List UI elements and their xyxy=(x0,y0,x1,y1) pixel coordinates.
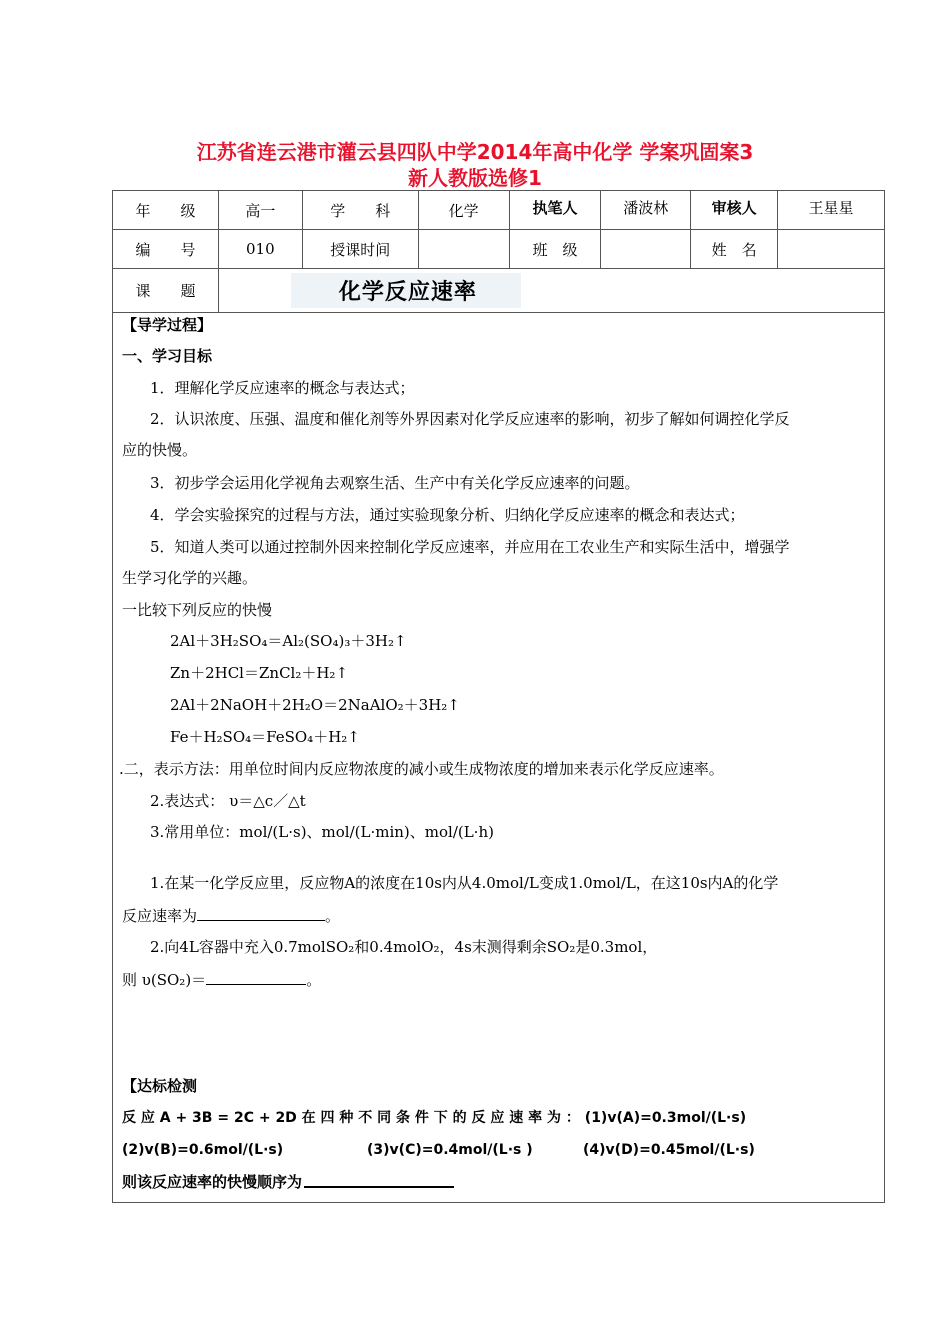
number-value: 010 xyxy=(218,230,302,269)
question-1: 1.在某一化学反应里，反应物A的浓度在10s内从4.0mol/L变成1.0mol/L，在这10s内A的化学 xyxy=(150,874,779,892)
section1-heading: 一、学习目标 xyxy=(122,347,213,365)
method-line: .二，表示方法：用单位时间内反应物浓度的减小或生成物浓度的增加来表示化学反应速率。 xyxy=(119,760,724,778)
number-label: 编 号 xyxy=(113,230,219,269)
author-value: 潘波林 xyxy=(601,191,691,230)
guide-heading: 【导学过程】 xyxy=(122,316,213,334)
question-1-prompt: 反应速率为 xyxy=(122,907,198,925)
document-title-line1: 江苏省连云港市灌云县四队中学2014年高中化学 学案巩固案3 xyxy=(196,140,754,164)
equation-4: Fe＋H₂SO₄＝FeSO₄＋H₂↑ xyxy=(170,728,360,746)
grade-label: 年 级 xyxy=(113,191,219,230)
reviewer-value: 王星星 xyxy=(778,191,885,230)
goal-5: 5．知道人类可以通过控制外因来控制化学反应速率，并应用在工农业生产和实际生活中，增强学 xyxy=(150,538,790,556)
equation-3: 2Al＋2NaOH＋2H₂O＝2NaAlO₂＋3H₂↑ xyxy=(170,696,460,714)
expression-line: 2.表达式： υ＝△c／△t xyxy=(150,792,306,810)
author-label: 执笔人 xyxy=(509,191,601,230)
check-rates-2: (2)v(B)=0.6mol/(L·s) xyxy=(122,1142,284,1158)
equation-2: Zn＋2HCl＝ZnCl₂＋H₂↑ xyxy=(170,664,349,682)
goal-2: 2．认识浓度、压强、温度和催化剂等外界因素对化学反应速率的影响，初步了解如何调控化学反 xyxy=(150,410,790,428)
question-1-cont xyxy=(122,905,340,926)
answer-blank-2[interactable] xyxy=(206,969,306,985)
class-label: 班 级 xyxy=(509,230,601,269)
question-2-period: 。 xyxy=(306,971,322,989)
units-line: 3.常用单位：mol/(L·s)、mol/(L·min)、mol/(L·h) xyxy=(150,823,494,841)
check-rates-3: (3)v(C)=0.4mol/(L·s ) xyxy=(367,1142,533,1158)
check-order-prompt: 则该反应速率的快慢顺序为 xyxy=(122,1173,303,1191)
time-label: 授课时间 xyxy=(302,230,418,269)
answer-rule[interactable] xyxy=(304,1178,454,1188)
goal-3: 3．初步学会运用化学视角去观察生活、生产中有关化学反应速率的问题。 xyxy=(150,474,640,492)
check-order-line xyxy=(122,1172,454,1192)
question-1-period: 。 xyxy=(325,907,341,925)
goal-1: 1．理解化学反应速率的概念与表达式； xyxy=(150,379,415,397)
check-heading: 【达标检测 xyxy=(122,1077,198,1095)
lesson-title: 化学反应速率 xyxy=(291,273,521,308)
name-value xyxy=(778,230,885,269)
document-title-line2: 新人教版选修1 xyxy=(408,166,542,190)
info-row-1 xyxy=(113,191,885,230)
compare-heading: 一比较下列反应的快慢 xyxy=(122,601,273,619)
goal-2-cont: 应的快慢。 xyxy=(122,441,198,459)
answer-blank-1[interactable] xyxy=(197,905,325,921)
subject-label: 学 科 xyxy=(302,191,418,230)
question-2-cont xyxy=(122,969,321,990)
topic-cell xyxy=(218,269,884,313)
name-label: 姓 名 xyxy=(691,230,778,269)
lesson-content xyxy=(112,311,885,1203)
info-row-2 xyxy=(113,230,885,269)
goal-5-cont: 生学习化学的兴趣。 xyxy=(122,569,258,587)
time-value xyxy=(418,230,509,269)
question-2: 2.向4L容器中充入0.7molSO₂和0.4molO₂，4s末测得剩余SO₂是0.3mol， xyxy=(150,938,658,956)
check-rates-4: (4)v(D)=0.45mol/(L·s) xyxy=(583,1142,755,1158)
topic-label: 课 题 xyxy=(113,269,219,313)
class-value xyxy=(601,230,691,269)
info-table xyxy=(112,190,885,313)
info-row-3 xyxy=(113,269,885,313)
grade-value: 高一 xyxy=(218,191,302,230)
subject-value: 化学 xyxy=(418,191,509,230)
question-2-prompt: 则 υ(SO₂)＝ xyxy=(122,971,207,989)
reviewer-label: 审核人 xyxy=(691,191,778,230)
goal-4: 4．学会实验探究的过程与方法，通过实验现象分析、归纳化学反应速率的概念和表达式； xyxy=(150,506,745,524)
check-question: 反 应 A + 3B = 2C + 2D 在 四 种 不 同 条 件 下 的 反 应 速 率 为 ： (1)v(A)=0.3mol/(L·s) xyxy=(122,1110,747,1126)
equation-1: 2Al＋3H₂SO₄＝Al₂(SO₄)₃＋3H₂↑ xyxy=(170,632,407,650)
